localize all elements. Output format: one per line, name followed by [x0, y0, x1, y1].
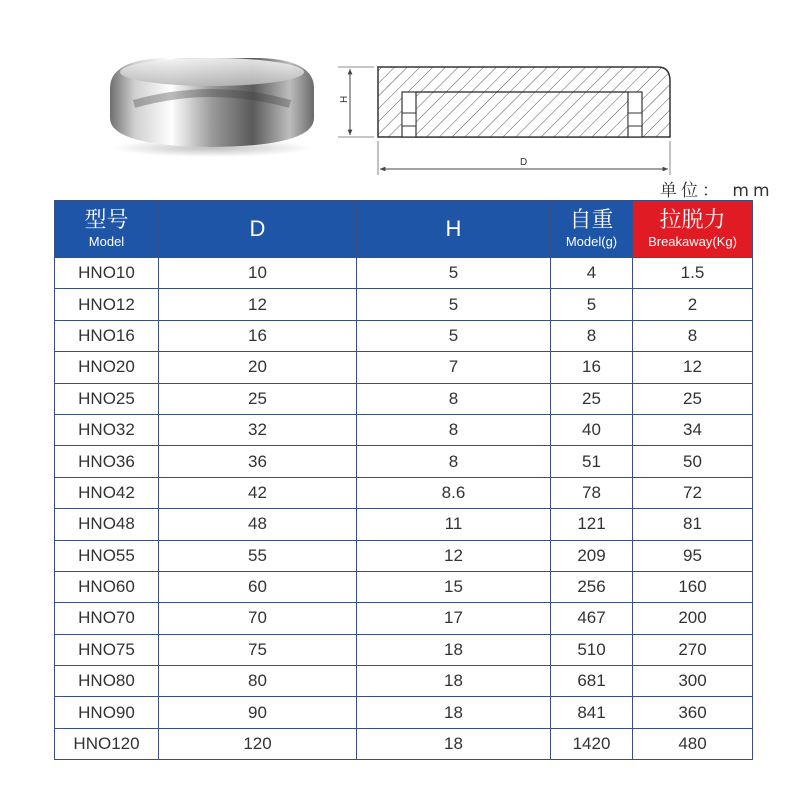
- cell-h: 18: [357, 634, 551, 665]
- cell-weight: 681: [551, 666, 633, 697]
- cell-breakaway: 270: [633, 634, 753, 665]
- cell-weight: 1420: [551, 728, 633, 759]
- cell-model: HNO70: [55, 603, 159, 634]
- cell-model: HNO80: [55, 666, 159, 697]
- cell-breakaway: 1.5: [633, 258, 753, 289]
- cell-d: 16: [159, 320, 357, 351]
- cell-weight: 25: [551, 383, 633, 414]
- cell-d: 90: [159, 697, 357, 728]
- cell-model: HNO42: [55, 477, 159, 508]
- cell-h: 11: [357, 509, 551, 540]
- cell-breakaway: 50: [633, 446, 753, 477]
- unit-label: 单位： mm: [660, 181, 774, 201]
- table-row: [55, 289, 753, 320]
- cell-model: HNO20: [55, 352, 159, 383]
- table-row: [55, 477, 753, 508]
- cell-breakaway: 200: [633, 603, 753, 634]
- cell-d: 42: [159, 477, 357, 508]
- cell-d: 80: [159, 666, 357, 697]
- cell-model: HNO90: [55, 697, 159, 728]
- cell-model: HNO36: [55, 446, 159, 477]
- cell-model: HNO32: [55, 414, 159, 445]
- cell-d: 10: [159, 258, 357, 289]
- cell-h: 8: [357, 414, 551, 445]
- cell-model: HNO75: [55, 634, 159, 665]
- cell-breakaway: 2: [633, 289, 753, 320]
- table-row: [55, 352, 753, 383]
- cell-h: 18: [357, 697, 551, 728]
- cell-breakaway: 81: [633, 509, 753, 540]
- d-dimension-label: D: [520, 157, 528, 168]
- header-model: 型号 Model: [55, 201, 159, 258]
- cell-h: 18: [357, 728, 551, 759]
- cell-model: HNO16: [55, 320, 159, 351]
- cell-breakaway: 72: [633, 477, 753, 508]
- cell-h: 18: [357, 666, 551, 697]
- header-h: H: [357, 201, 551, 258]
- cell-h: 5: [357, 258, 551, 289]
- cell-weight: 4: [551, 258, 633, 289]
- table-row: [55, 603, 753, 634]
- header-d: D: [159, 201, 357, 258]
- table-header-row: [55, 201, 753, 258]
- cell-d: 48: [159, 509, 357, 540]
- table-row: [55, 320, 753, 351]
- spec-table: [54, 200, 753, 760]
- cell-d: 120: [159, 728, 357, 759]
- cell-breakaway: 12: [633, 352, 753, 383]
- cell-weight: 510: [551, 634, 633, 665]
- cell-weight: 51: [551, 446, 633, 477]
- cell-model: HNO12: [55, 289, 159, 320]
- cell-breakaway: 480: [633, 728, 753, 759]
- cell-d: 70: [159, 603, 357, 634]
- cell-model: HNO60: [55, 571, 159, 602]
- table-row: [55, 258, 753, 289]
- cell-breakaway: 360: [633, 697, 753, 728]
- table-row: [55, 571, 753, 602]
- cell-weight: 256: [551, 571, 633, 602]
- product-photo: [104, 48, 320, 160]
- cell-model: HNO25: [55, 383, 159, 414]
- cell-h: 8: [357, 446, 551, 477]
- table-row: [55, 383, 753, 414]
- cell-weight: 209: [551, 540, 633, 571]
- cell-weight: 40: [551, 414, 633, 445]
- cell-breakaway: 25: [633, 383, 753, 414]
- cell-model: HNO10: [55, 258, 159, 289]
- cell-h: 8.6: [357, 477, 551, 508]
- table-row: [55, 728, 753, 759]
- cell-weight: 16: [551, 352, 633, 383]
- cell-h: 12: [357, 540, 551, 571]
- cell-h: 17: [357, 603, 551, 634]
- table-row: [55, 666, 753, 697]
- cell-h: 5: [357, 289, 551, 320]
- cell-h: 8: [357, 383, 551, 414]
- cell-d: 60: [159, 571, 357, 602]
- cell-d: 20: [159, 352, 357, 383]
- cell-model: HNO55: [55, 540, 159, 571]
- cell-weight: 8: [551, 320, 633, 351]
- cell-weight: 5: [551, 289, 633, 320]
- cell-d: 25: [159, 383, 357, 414]
- table-row: [55, 414, 753, 445]
- cell-breakaway: 300: [633, 666, 753, 697]
- cross-section-drawing: [330, 55, 690, 185]
- cell-weight: 467: [551, 603, 633, 634]
- cell-breakaway: 95: [633, 540, 753, 571]
- table-row: [55, 697, 753, 728]
- cell-weight: 121: [551, 509, 633, 540]
- cell-d: 75: [159, 634, 357, 665]
- table-row: [55, 446, 753, 477]
- cell-h: 15: [357, 571, 551, 602]
- cell-h: 5: [357, 320, 551, 351]
- header-breakaway: 拉脱力 Breakaway(Kg): [633, 201, 753, 258]
- cell-d: 55: [159, 540, 357, 571]
- cell-weight: 78: [551, 477, 633, 508]
- table-row: [55, 540, 753, 571]
- header-weight: 自重 Model(g): [551, 201, 633, 258]
- cell-weight: 841: [551, 697, 633, 728]
- h-dimension-label: H: [339, 95, 350, 103]
- cell-d: 32: [159, 414, 357, 445]
- cell-breakaway: 160: [633, 571, 753, 602]
- cell-model: HNO48: [55, 509, 159, 540]
- cell-d: 12: [159, 289, 357, 320]
- cell-h: 7: [357, 352, 551, 383]
- cell-model: HNO120: [55, 728, 159, 759]
- cell-breakaway: 8: [633, 320, 753, 351]
- cell-breakaway: 34: [633, 414, 753, 445]
- magnet: [416, 92, 628, 137]
- cell-d: 36: [159, 446, 357, 477]
- table-row: [55, 634, 753, 665]
- table-row: [55, 509, 753, 540]
